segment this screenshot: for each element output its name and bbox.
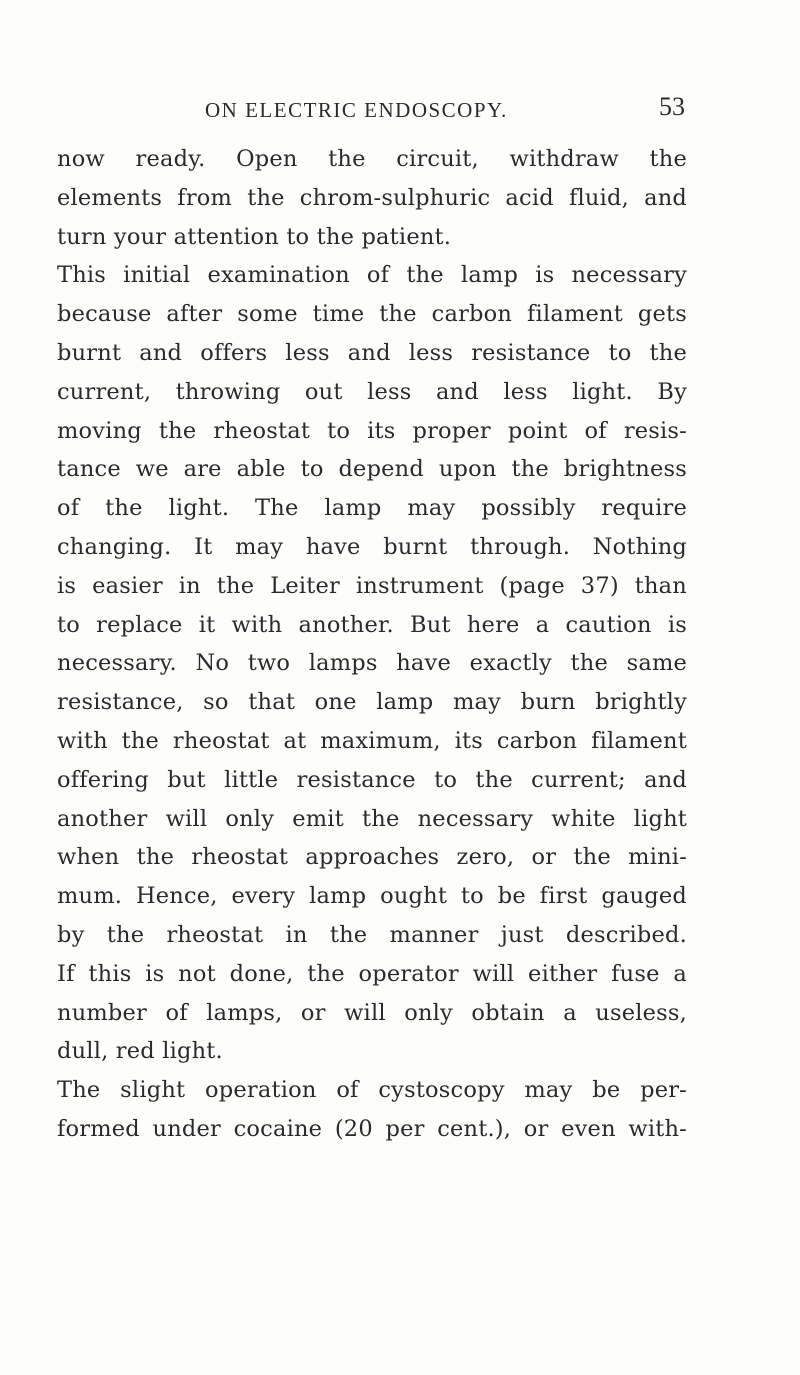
text-line: current, throwing out less and less light. By [57, 378, 687, 405]
text-line: necessary. No two lamps have exactly the same [57, 650, 687, 677]
text-line: when the rheostat approaches zero, or the mini- [57, 844, 687, 871]
text-line: turn your attention to the patient. [57, 223, 452, 250]
text-line: mum. Hence, every lamp ought to be first gauged [57, 883, 687, 910]
text-line: to replace it with another. But here a caution is [57, 611, 687, 638]
text-line: now ready. Open the circuit, withdraw the [57, 146, 687, 172]
text-line: moving the rheostat to its proper point of resis- [57, 417, 687, 444]
text-line: dull, red light. [57, 1038, 223, 1065]
text-line: This initial examination of the lamp is necessary [57, 262, 687, 289]
text-line: elements from the chrom-sulphuric acid fluid, and [57, 184, 687, 211]
text-line: number of lamps, or will only obtain a useless, [57, 999, 687, 1026]
text-line: changing. It may have burnt through. Nothing [57, 533, 687, 560]
body-text [57, 140, 687, 1149]
text-line: The slight operation of cystoscopy may be per- [57, 1077, 687, 1104]
text-line: is easier in the Leiter instrument (page 37) than [57, 572, 687, 599]
text-line: of the light. The lamp may possibly require [57, 495, 687, 522]
text-line: by the rheostat in the manner just described. [57, 921, 687, 948]
text-line: formed under cocaine (20 per cent.), or even with- [57, 1115, 687, 1142]
running-head-title: ON ELECTRIC ENDOSCOPY. [205, 98, 508, 122]
page-number: 53 [659, 92, 685, 121]
text-line: another will only emit the necessary white light [57, 805, 687, 832]
text-line: tance we are able to depend upon the brightness [57, 456, 687, 483]
text-line: with the rheostat at maximum, its carbon filament [57, 727, 687, 754]
text-line: burnt and offers less and less resistance to the [57, 339, 687, 366]
text-line: offering but little resistance to the current; and [57, 766, 687, 793]
text-line: because after some time the carbon filament gets [57, 301, 687, 328]
text-line: If this is not done, the operator will either fuse a [57, 960, 687, 987]
text-line: resistance, so that one lamp may burn brightly [57, 689, 687, 716]
running-head [55, 92, 685, 132]
